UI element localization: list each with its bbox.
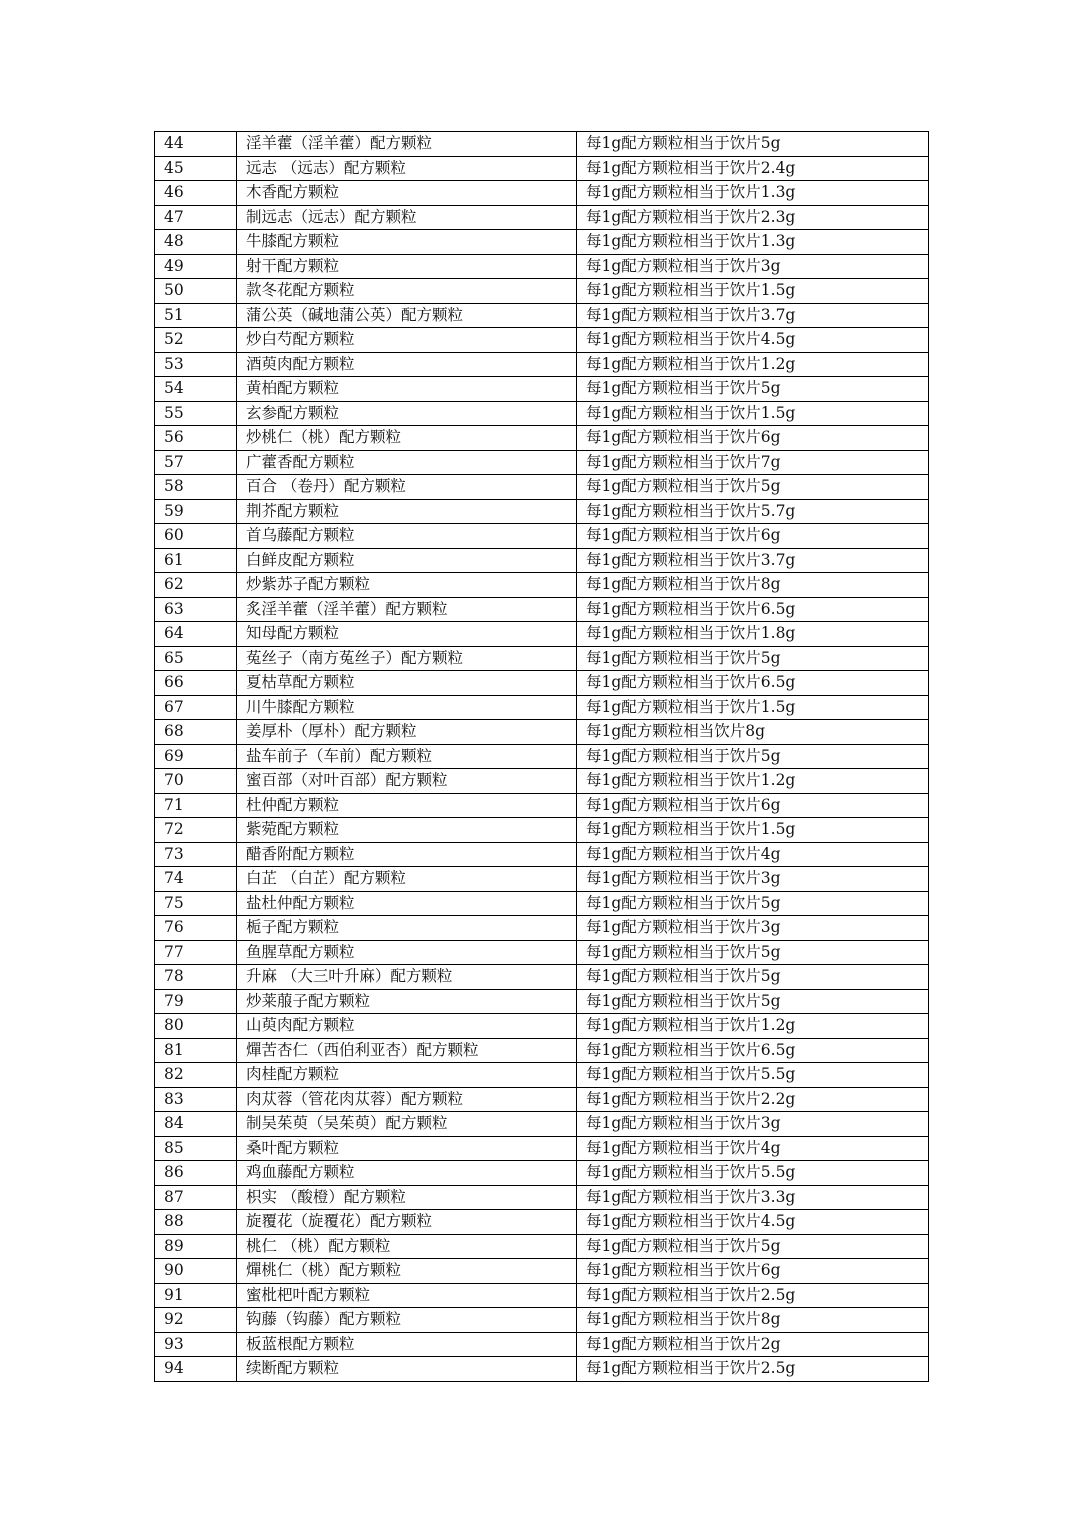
row-number-cell: 83 [155, 1087, 237, 1112]
table-row [155, 230, 929, 255]
granule-name-cell: 杜仲配方颗粒 [237, 793, 577, 818]
granule-name-cell: 炙淫羊藿（淫羊藿）配方颗粒 [237, 597, 577, 622]
granule-name-cell: 燀苦杏仁（西伯利亚杏）配方颗粒 [237, 1038, 577, 1063]
equivalence-cell: 每1g配方颗粒相当于饮片1.5g [577, 818, 929, 843]
equivalence-cell: 每1g配方颗粒相当于饮片3.7g [577, 303, 929, 328]
equivalence-cell: 每1g配方颗粒相当于饮片1.5g [577, 279, 929, 304]
table-row [155, 1014, 929, 1039]
row-number-cell: 63 [155, 597, 237, 622]
table-row [155, 401, 929, 426]
table-row [155, 720, 929, 745]
row-number-cell: 88 [155, 1210, 237, 1235]
row-number-cell: 48 [155, 230, 237, 255]
row-number-cell: 74 [155, 867, 237, 892]
row-number-cell: 81 [155, 1038, 237, 1063]
granule-name-cell: 升麻 （大三叶升麻）配方颗粒 [237, 965, 577, 990]
granule-name-cell: 肉桂配方颗粒 [237, 1063, 577, 1088]
equivalence-cell: 每1g配方颗粒相当于饮片2.4g [577, 156, 929, 181]
table-row [155, 1332, 929, 1357]
equivalence-cell: 每1g配方颗粒相当于饮片4.5g [577, 328, 929, 353]
row-number-cell: 94 [155, 1357, 237, 1382]
equivalence-cell: 每1g配方颗粒相当于饮片1.2g [577, 1014, 929, 1039]
table-row [155, 1259, 929, 1284]
equivalence-cell: 每1g配方颗粒相当于饮片2.5g [577, 1283, 929, 1308]
equivalence-cell: 每1g配方颗粒相当于饮片7g [577, 450, 929, 475]
table-row [155, 450, 929, 475]
row-number-cell: 91 [155, 1283, 237, 1308]
equivalence-cell: 每1g配方颗粒相当于饮片1.8g [577, 622, 929, 647]
row-number-cell: 93 [155, 1332, 237, 1357]
table-row [155, 548, 929, 573]
row-number-cell: 51 [155, 303, 237, 328]
granule-name-cell: 燀桃仁（桃）配方颗粒 [237, 1259, 577, 1284]
granule-name-cell: 炒莱菔子配方颗粒 [237, 989, 577, 1014]
equivalence-cell: 每1g配方颗粒相当于饮片6g [577, 1259, 929, 1284]
table-row [155, 1038, 929, 1063]
granule-name-cell: 醋香附配方颗粒 [237, 842, 577, 867]
equivalence-cell: 每1g配方颗粒相当于饮片2.3g [577, 205, 929, 230]
table-row [155, 1283, 929, 1308]
granule-name-cell: 酒萸肉配方颗粒 [237, 352, 577, 377]
row-number-cell: 55 [155, 401, 237, 426]
granule-name-cell: 钩藤（钩藤）配方颗粒 [237, 1308, 577, 1333]
row-number-cell: 59 [155, 499, 237, 524]
granule-name-cell: 淫羊藿（淫羊藿）配方颗粒 [237, 132, 577, 157]
table-row [155, 1161, 929, 1186]
equivalence-cell: 每1g配方颗粒相当于饮片4.5g [577, 1210, 929, 1235]
row-number-cell: 46 [155, 181, 237, 206]
equivalence-cell: 每1g配方颗粒相当饮片8g [577, 720, 929, 745]
equivalence-cell: 每1g配方颗粒相当于饮片5.7g [577, 499, 929, 524]
row-number-cell: 68 [155, 720, 237, 745]
equivalence-cell: 每1g配方颗粒相当于饮片5g [577, 377, 929, 402]
table-row [155, 328, 929, 353]
granule-name-cell: 白鲜皮配方颗粒 [237, 548, 577, 573]
table-row [155, 940, 929, 965]
row-number-cell: 47 [155, 205, 237, 230]
granule-name-cell: 菟丝子（南方菟丝子）配方颗粒 [237, 646, 577, 671]
row-number-cell: 49 [155, 254, 237, 279]
equivalence-cell: 每1g配方颗粒相当于饮片2.2g [577, 1087, 929, 1112]
table-row [155, 744, 929, 769]
row-number-cell: 45 [155, 156, 237, 181]
granule-name-cell: 蜜百部（对叶百部）配方颗粒 [237, 769, 577, 794]
table-row [155, 426, 929, 451]
table-row [155, 842, 929, 867]
equivalence-cell: 每1g配方颗粒相当于饮片2.5g [577, 1357, 929, 1382]
table-row [155, 499, 929, 524]
equivalence-cell: 每1g配方颗粒相当于饮片6.5g [577, 671, 929, 696]
row-number-cell: 84 [155, 1112, 237, 1137]
row-number-cell: 64 [155, 622, 237, 647]
equivalence-cell: 每1g配方颗粒相当于饮片3g [577, 1112, 929, 1137]
table-row [155, 132, 929, 157]
row-number-cell: 54 [155, 377, 237, 402]
granule-name-cell: 盐车前子（车前）配方颗粒 [237, 744, 577, 769]
granule-name-cell: 广藿香配方颗粒 [237, 450, 577, 475]
row-number-cell: 58 [155, 475, 237, 500]
equivalence-cell: 每1g配方颗粒相当于饮片6.5g [577, 1038, 929, 1063]
row-number-cell: 85 [155, 1136, 237, 1161]
granule-name-cell: 制吴茱萸（吴茱萸）配方颗粒 [237, 1112, 577, 1137]
table-row [155, 303, 929, 328]
equivalence-cell: 每1g配方颗粒相当于饮片5.5g [577, 1161, 929, 1186]
granule-name-cell: 枳实 （酸橙）配方颗粒 [237, 1185, 577, 1210]
table-row [155, 181, 929, 206]
equivalence-cell: 每1g配方颗粒相当于饮片1.3g [577, 181, 929, 206]
equivalence-cell: 每1g配方颗粒相当于饮片3g [577, 254, 929, 279]
table-row [155, 156, 929, 181]
table-row [155, 573, 929, 598]
table-row [155, 989, 929, 1014]
granule-name-cell: 川牛膝配方颗粒 [237, 695, 577, 720]
table-row [155, 254, 929, 279]
row-number-cell: 56 [155, 426, 237, 451]
equivalence-cell: 每1g配方颗粒相当于饮片5g [577, 1234, 929, 1259]
equivalence-cell: 每1g配方颗粒相当于饮片1.5g [577, 401, 929, 426]
equivalence-cell: 每1g配方颗粒相当于饮片1.3g [577, 230, 929, 255]
table-row [155, 769, 929, 794]
equivalence-cell: 每1g配方颗粒相当于饮片5g [577, 744, 929, 769]
granule-name-cell: 炒桃仁（桃）配方颗粒 [237, 426, 577, 451]
row-number-cell: 77 [155, 940, 237, 965]
row-number-cell: 78 [155, 965, 237, 990]
granule-name-cell: 牛膝配方颗粒 [237, 230, 577, 255]
granule-name-cell: 款冬花配方颗粒 [237, 279, 577, 304]
table-row [155, 793, 929, 818]
equivalence-cell: 每1g配方颗粒相当于饮片6g [577, 426, 929, 451]
granule-name-cell: 知母配方颗粒 [237, 622, 577, 647]
equivalence-cell: 每1g配方颗粒相当于饮片5g [577, 475, 929, 500]
equivalence-cell: 每1g配方颗粒相当于饮片5g [577, 965, 929, 990]
table-row [155, 1234, 929, 1259]
granule-name-cell: 栀子配方颗粒 [237, 916, 577, 941]
granule-name-cell: 山萸肉配方颗粒 [237, 1014, 577, 1039]
equivalence-cell: 每1g配方颗粒相当于饮片5g [577, 132, 929, 157]
equivalence-cell: 每1g配方颗粒相当于饮片4g [577, 1136, 929, 1161]
granule-name-cell: 旋覆花（旋覆花）配方颗粒 [237, 1210, 577, 1235]
table-row [155, 891, 929, 916]
table-row [155, 524, 929, 549]
row-number-cell: 87 [155, 1185, 237, 1210]
table-row [155, 867, 929, 892]
granule-name-cell: 射干配方颗粒 [237, 254, 577, 279]
row-number-cell: 57 [155, 450, 237, 475]
granule-name-cell: 首乌藤配方颗粒 [237, 524, 577, 549]
row-number-cell: 66 [155, 671, 237, 696]
granule-name-cell: 百合 （卷丹）配方颗粒 [237, 475, 577, 500]
row-number-cell: 65 [155, 646, 237, 671]
table-row [155, 1063, 929, 1088]
equivalence-cell: 每1g配方颗粒相当于饮片5g [577, 989, 929, 1014]
row-number-cell: 75 [155, 891, 237, 916]
granule-name-cell: 制远志（远志）配方颗粒 [237, 205, 577, 230]
granule-name-cell: 炒紫苏子配方颗粒 [237, 573, 577, 598]
granule-name-cell: 板蓝根配方颗粒 [237, 1332, 577, 1357]
granule-name-cell: 蒲公英（碱地蒲公英）配方颗粒 [237, 303, 577, 328]
row-number-cell: 69 [155, 744, 237, 769]
table-row [155, 279, 929, 304]
granule-name-cell: 姜厚朴（厚朴）配方颗粒 [237, 720, 577, 745]
table-row [155, 818, 929, 843]
table-row [155, 1210, 929, 1235]
table-row [155, 475, 929, 500]
granule-name-cell: 肉苁蓉（管花肉苁蓉）配方颗粒 [237, 1087, 577, 1112]
equivalence-cell: 每1g配方颗粒相当于饮片8g [577, 1308, 929, 1333]
granule-name-cell: 玄参配方颗粒 [237, 401, 577, 426]
equivalence-cell: 每1g配方颗粒相当于饮片5.5g [577, 1063, 929, 1088]
equivalence-cell: 每1g配方颗粒相当于饮片2g [577, 1332, 929, 1357]
table-body [155, 132, 929, 1382]
row-number-cell: 86 [155, 1161, 237, 1186]
equivalence-cell: 每1g配方颗粒相当于饮片3g [577, 916, 929, 941]
equivalence-cell: 每1g配方颗粒相当于饮片3.3g [577, 1185, 929, 1210]
table-row [155, 1185, 929, 1210]
granule-name-cell: 夏枯草配方颗粒 [237, 671, 577, 696]
table-row [155, 1136, 929, 1161]
row-number-cell: 79 [155, 989, 237, 1014]
table-row [155, 916, 929, 941]
granule-name-cell: 盐杜仲配方颗粒 [237, 891, 577, 916]
equivalence-cell: 每1g配方颗粒相当于饮片3.7g [577, 548, 929, 573]
granule-equivalence-table [154, 131, 929, 1382]
table-row [155, 671, 929, 696]
table-row [155, 965, 929, 990]
equivalence-cell: 每1g配方颗粒相当于饮片1.5g [577, 695, 929, 720]
granule-name-cell: 白芷 （白芷）配方颗粒 [237, 867, 577, 892]
granule-name-cell: 续断配方颗粒 [237, 1357, 577, 1382]
table-row [155, 622, 929, 647]
table-row [155, 1087, 929, 1112]
granule-name-cell: 鱼腥草配方颗粒 [237, 940, 577, 965]
table-row [155, 646, 929, 671]
granule-name-cell: 木香配方颗粒 [237, 181, 577, 206]
row-number-cell: 52 [155, 328, 237, 353]
granule-name-cell: 紫菀配方颗粒 [237, 818, 577, 843]
row-number-cell: 67 [155, 695, 237, 720]
granule-name-cell: 黄柏配方颗粒 [237, 377, 577, 402]
row-number-cell: 82 [155, 1063, 237, 1088]
row-number-cell: 62 [155, 573, 237, 598]
equivalence-cell: 每1g配方颗粒相当于饮片3g [577, 867, 929, 892]
equivalence-cell: 每1g配方颗粒相当于饮片1.2g [577, 352, 929, 377]
equivalence-cell: 每1g配方颗粒相当于饮片5g [577, 646, 929, 671]
row-number-cell: 92 [155, 1308, 237, 1333]
row-number-cell: 70 [155, 769, 237, 794]
equivalence-cell: 每1g配方颗粒相当于饮片6g [577, 524, 929, 549]
row-number-cell: 50 [155, 279, 237, 304]
row-number-cell: 76 [155, 916, 237, 941]
granule-name-cell: 蜜枇杷叶配方颗粒 [237, 1283, 577, 1308]
table-row [155, 352, 929, 377]
granule-name-cell: 炒白芍配方颗粒 [237, 328, 577, 353]
row-number-cell: 53 [155, 352, 237, 377]
table-row [155, 205, 929, 230]
equivalence-cell: 每1g配方颗粒相当于饮片1.2g [577, 769, 929, 794]
row-number-cell: 60 [155, 524, 237, 549]
row-number-cell: 72 [155, 818, 237, 843]
table-row [155, 1357, 929, 1382]
equivalence-cell: 每1g配方颗粒相当于饮片6.5g [577, 597, 929, 622]
row-number-cell: 44 [155, 132, 237, 157]
row-number-cell: 90 [155, 1259, 237, 1284]
table-row [155, 597, 929, 622]
equivalence-cell: 每1g配方颗粒相当于饮片5g [577, 940, 929, 965]
granule-name-cell: 远志 （远志）配方颗粒 [237, 156, 577, 181]
equivalence-cell: 每1g配方颗粒相当于饮片5g [577, 891, 929, 916]
table-row [155, 695, 929, 720]
table-row [155, 1308, 929, 1333]
granule-name-cell: 鸡血藤配方颗粒 [237, 1161, 577, 1186]
equivalence-cell: 每1g配方颗粒相当于饮片4g [577, 842, 929, 867]
equivalence-cell: 每1g配方颗粒相当于饮片6g [577, 793, 929, 818]
table-row [155, 377, 929, 402]
row-number-cell: 89 [155, 1234, 237, 1259]
equivalence-cell: 每1g配方颗粒相当于饮片8g [577, 573, 929, 598]
row-number-cell: 73 [155, 842, 237, 867]
row-number-cell: 71 [155, 793, 237, 818]
row-number-cell: 80 [155, 1014, 237, 1039]
granule-name-cell: 桃仁 （桃）配方颗粒 [237, 1234, 577, 1259]
table-row [155, 1112, 929, 1137]
granule-name-cell: 桑叶配方颗粒 [237, 1136, 577, 1161]
row-number-cell: 61 [155, 548, 237, 573]
granule-name-cell: 荆芥配方颗粒 [237, 499, 577, 524]
